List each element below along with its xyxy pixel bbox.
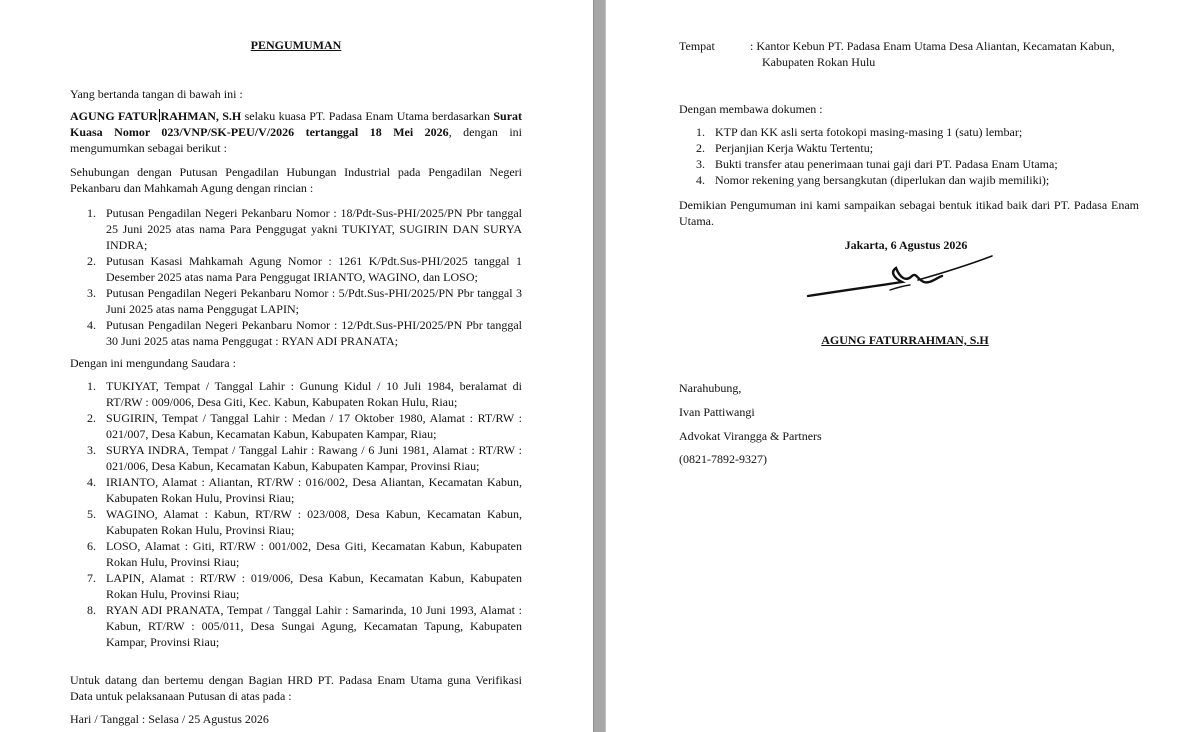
court-decision-list [70, 205, 522, 349]
list-item-number: 2. [696, 141, 705, 155]
list-item-text: KTP dan KK asli serta fotokopi masing-masing 1 (satu) lembar; [715, 125, 1023, 139]
place-date: Jakarta, 6 Agustus 2026 [844, 238, 968, 252]
list-item-number: 1. [696, 125, 705, 139]
list-item-number: 7. [87, 571, 96, 585]
list-item-number: 2. [87, 254, 96, 268]
list-item [70, 253, 522, 285]
list-item-text: Putusan Kasasi Mahkamah Agung Nomor : 1261 K/Pdt.Sus-PHI/2025 tanggal 1 Desember 2025 atas nama Para Penggugat IRIANTO, WAGINO, dan LOSO; [106, 254, 522, 284]
authorization-paragraph [70, 108, 522, 156]
closing-paragraph: Demikian Pengumuman ini kami sampaikan sebagai bentuk itikad baik dari PT. Padasa Enam Utama. [679, 198, 1139, 228]
authorization-text-end: , dengan ini mengumumkan sebagai berikut : [70, 125, 522, 155]
document-page-left [0, 0, 593, 732]
authorizer-name [70, 109, 241, 123]
power-of-attorney-reference: Surat Kuasa Nomor 023/VNP/SK-PEU/V/2026 tertanggal 18 Mei 2026 [70, 109, 523, 139]
list-item-text: Bukti transfer atau penerimaan tunai gaji dari PT. Padasa Enam Utama; [715, 157, 1058, 171]
list-item [70, 205, 522, 253]
authorization-text: selaku kuasa PT. Padasa Enam Utama berdasarkan [241, 109, 494, 123]
meeting-date: Hari / Tanggal : Selasa / 25 Agustus 2026 [70, 712, 269, 726]
list-item-text: SUGIRIN, Tempat / Tanggal Lahir : Medan / 17 Oktober 1980, Alamat : RT/RW : 021/007, Desa Kabun, Kecamatan Kabun, Kabupaten Kampar, Riau; [106, 411, 522, 441]
list-item-text: SURYA INDRA, Tempat / Tanggal Lahir : Rawang / 6 Juni 1981, Alamat : RT/RW : 021/006, Desa Kabun, Kecamatan Kabun, Kabupaten Kampar, Provinsi Riau; [106, 443, 522, 473]
list-item [70, 538, 522, 570]
list-item [70, 602, 522, 650]
list-item-text: IRIANTO, Alamat : Aliantan, RT/RW : 016/002, Desa Aliantan, Kecamatan Kabun, Kabupaten Rokan Hulu, Provinsi Riau; [106, 475, 522, 505]
authorizer-name-part: AGUNG FATUR [70, 109, 158, 123]
documents-intro: Dengan membawa dokumen : [679, 102, 823, 116]
list-item [70, 442, 522, 474]
text-cursor [159, 109, 160, 122]
list-item-text: LAPIN, Alamat : RT/RW : 019/006, Desa Kabun, Kecamatan Kabun, Kabupaten Rokan Hulu, Provinsi Riau; [106, 571, 522, 601]
page-gutter [593, 0, 606, 732]
invitation-text: Dengan ini mengundang Saudara : [70, 356, 236, 370]
list-item [70, 474, 522, 506]
list-item-number: 3. [87, 443, 96, 457]
contact-organization: Advokat Virangga & Partners [679, 429, 822, 443]
contact-heading: Narahubung, [679, 381, 742, 395]
location-value: : Kantor Kebun PT. Padasa Enam Utama Desa Aliantan, Kecamatan Kabun, Kabupaten Rokan Hulu [750, 39, 1115, 69]
list-item [70, 285, 522, 317]
list-item-number: 1. [87, 379, 96, 393]
intro-text: Yang bertanda tangan di bawah ini : [70, 87, 243, 101]
list-item-number: 3. [87, 286, 96, 300]
list-item-number: 4. [87, 318, 96, 332]
list-item-number: 3. [696, 157, 705, 171]
list-item-text: WAGINO, Alamat : Kabun, RT/RW : 023/008, Desa Kabun, Kecamatan Kabun, Kabupaten Rokan Hulu, Provinsi Riau; [106, 507, 522, 537]
list-item-text: Perjanjian Kerja Waktu Tertentu; [715, 141, 874, 155]
invitee-list [70, 378, 522, 650]
list-item [70, 570, 522, 602]
list-item [679, 156, 1139, 172]
signer-name: AGUNG FATURRAHMAN, S.H [821, 333, 989, 347]
contact-phone: (0821-7892-9327) [679, 452, 767, 466]
list-item-text: Putusan Pengadilan Negeri Pekanbaru Nomor : 5/Pdt.Sus-PHI/2025/PN Pbr tanggal 3 Juni 2025 atas nama Penggugat LAPIN; [106, 286, 522, 316]
list-item-number: 8. [87, 603, 96, 617]
list-item [679, 140, 1139, 156]
list-item-number: 4. [87, 475, 96, 489]
list-item-number: 4. [696, 173, 705, 187]
contact-name: Ivan Pattiwangi [679, 405, 755, 419]
authorizer-name-part: RAHMAN, S.H [160, 109, 242, 123]
list-item [70, 506, 522, 538]
list-item-number: 2. [87, 411, 96, 425]
list-item-text: RYAN ADI PRANATA, Tempat / Tanggal Lahir : Samarinda, 10 Juni 1993, Alamat : Kabun, RT/RW : 005/011, Desa Sungai Agung, Kecamatan Tapung, Kabupaten Kampar, Provinsi Riau; [106, 603, 522, 649]
location-label: Tempat [679, 39, 715, 53]
list-item-text: Putusan Pengadilan Negeri Pekanbaru Nomor : 12/Pdt.Sus-PHI/2025/PN Pbr tanggal 30 Juni 2025 atas nama Penggugat : RYAN ADI PRANATA; [106, 318, 522, 348]
list-item-text: TUKIYAT, Tempat / Tanggal Lahir : Gunung Kidul / 10 Juli 1984, beralamat di RT/RW : 009/006, Desa Giti, Kec. Kabun, Kabupaten Rokan Hulu, Riau; [106, 379, 522, 409]
list-item-number: 5. [87, 507, 96, 521]
list-item [679, 172, 1139, 188]
page-title: PENGUMUMAN [250, 38, 342, 52]
list-item-number: 6. [87, 539, 96, 553]
document-page-right [606, 0, 1200, 732]
signature-image [806, 252, 996, 302]
list-item [679, 124, 1139, 140]
list-item-text: Putusan Pengadilan Negeri Pekanbaru Nomor : 18/Pdt-Sus-PHI/2025/PN Pbr tanggal 25 Juni 2025 atas nama Para Penggugat yakni TUKIYAT, SUGIRIN DAN SURYA INDRA; [106, 206, 522, 252]
list-item-text: LOSO, Alamat : Giti, RT/RW : 001/002, Desa Giti, Kecamatan Kabun, Kabupaten Rokan Hulu, Provinsi Riau; [106, 539, 522, 569]
list-item-text: Nomor rekening yang bersangkutan (diperlukan dan wajib memiliki); [715, 173, 1050, 187]
list-item-number: 1. [87, 206, 96, 220]
list-item [70, 317, 522, 349]
list-item [70, 378, 522, 410]
required-documents-list [679, 124, 1139, 188]
meeting-purpose-paragraph: Untuk datang dan bertemu dengan Bagian HRD PT. Padasa Enam Utama guna Verifikasi Data untuk pelaksanaan Putusan di atas pada : [70, 673, 522, 703]
sehubungan-paragraph: Sehubungan dengan Putusan Pengadilan Hubungan Industrial pada Pengadilan Negeri Pekanbaru dan Mahkamah Agung dengan rincian : [70, 165, 522, 195]
list-item [70, 410, 522, 442]
